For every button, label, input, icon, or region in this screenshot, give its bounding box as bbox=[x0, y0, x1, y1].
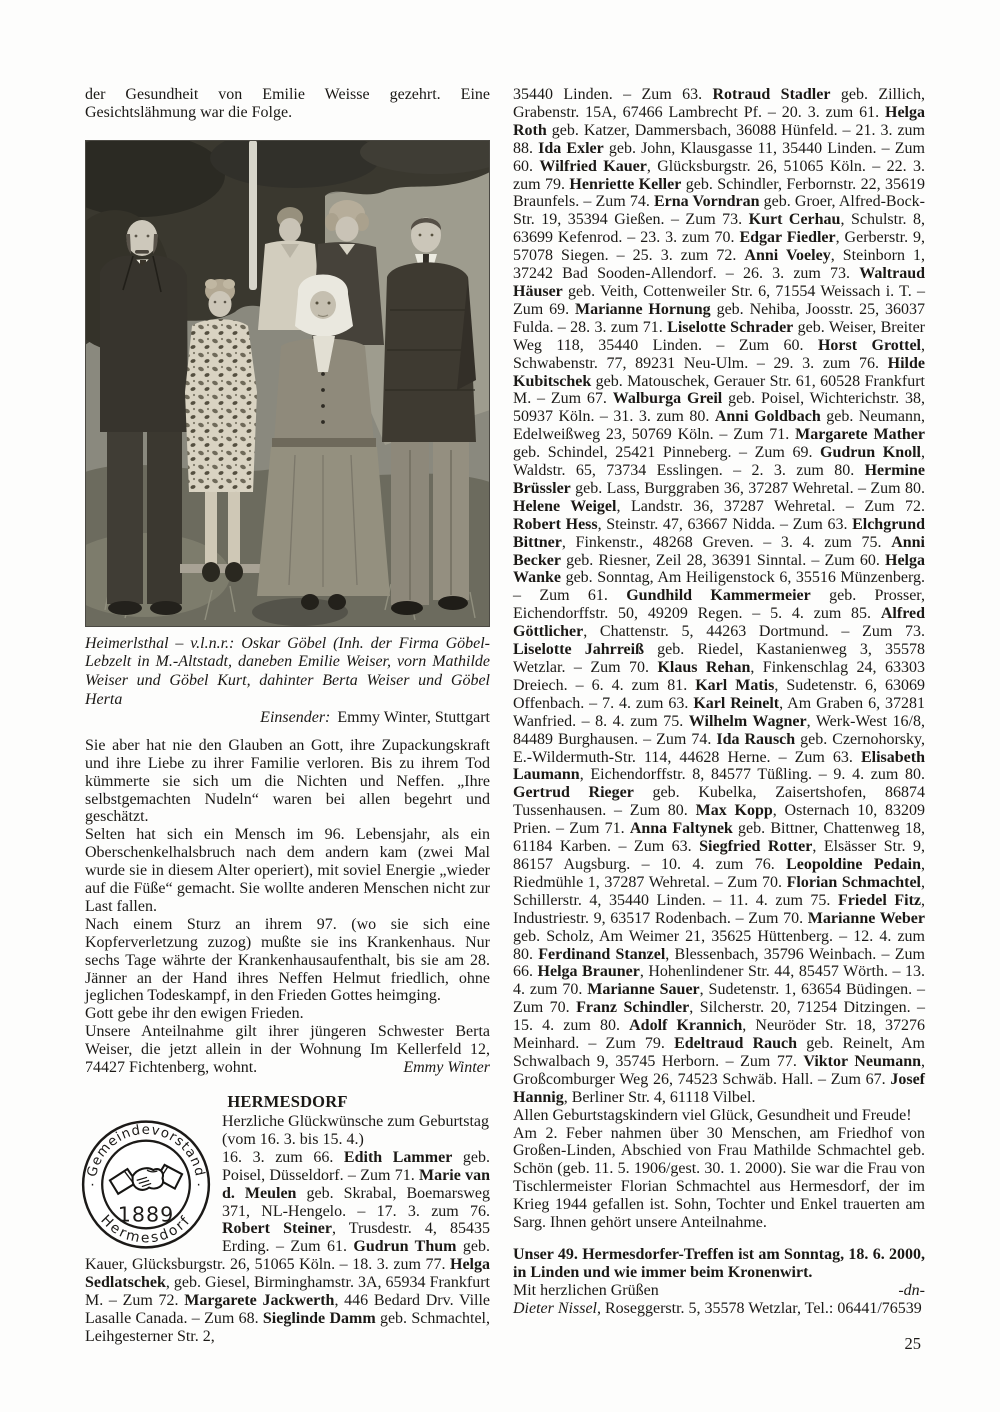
photo-credit-name: Emmy Winter, Stuttgart bbox=[337, 709, 490, 727]
obituary-text-block bbox=[85, 737, 490, 1077]
meeting-announcement: Unser 49. Hermesdorfer-Treffen ist am Sonntag, 18. 6. 2000, in Linden und wie immer beim Kronenwirt. bbox=[513, 1246, 925, 1281]
intro-paragraph: der Gesundheit von Emilie Weisse gezehrt. Eine Gesichtslähmung war die Folge. bbox=[85, 86, 490, 121]
photo-credit-label: Einsender: bbox=[260, 709, 331, 727]
photo-block bbox=[85, 140, 490, 627]
seal-bottom-text: Hermesdorf bbox=[97, 1212, 195, 1247]
photo-credit bbox=[85, 709, 490, 728]
hermesdorf-seal bbox=[79, 1116, 213, 1253]
page-number: 25 bbox=[904, 1334, 921, 1353]
hermesdorf-section bbox=[85, 1092, 490, 1346]
obituary-paragraph: Sie aber hat nie den Glauben an Gott, ihre Zupackungskraft und ihre Liebe zu ihrer Familie verloren. Bis zu ihrem Tod kümmerte sie sich um die Nichten und Neffen. „Ihre selbstgemachten Nudeln“ waren bei allen begehrt und geschätzt. bbox=[85, 736, 490, 826]
left-column bbox=[85, 86, 490, 1346]
two-column-layout bbox=[85, 86, 925, 1346]
seal-left-dot: · bbox=[90, 1178, 95, 1194]
contact-line: Dieter Nissel, Roseggerstr. 5, 35578 Wetzlar, Tel.: 06441/76539 bbox=[513, 1299, 922, 1317]
closing-greeting: Mit herzlichen Grüßen bbox=[513, 1281, 659, 1299]
birthday-list-left: 16. 3. zum 66. Edith Lammer geb. Poisel, Düsseldorf. – Zum 71. Marie van d. Meulen geb. Skrabal, Boemarsweg 371, NL-Hengelo. – 17. 3. zum 76. Robert Steiner, Trusdestr. 4, 85435 Erding. – Zum 61. Gudrun Thum geb. Kauer, Glücksburgstr. 26, 51065 Köln. – 18. 3. zum 77. Helga Sedlatschek, geb. Giesel, Birminghamstr. 3A, 65934 Frankfurt M. – Zum 72. Margarete Jackwerth, 446 Bedard Drv. Ville Lasalle Canada. – Zum 68. Sieglinde Damm geb. Schmachtel, Leihgesterner Str. 2, bbox=[85, 1148, 491, 1345]
signature: Emmy Winter bbox=[403, 1059, 490, 1077]
greeting-dates: (vom 16. 3. bis 15. 4.) bbox=[222, 1130, 364, 1148]
obituary-paragraph: Selten hat sich ein Mensch im 96. Lebensjahr, als ein Oberschenkelhalsbruch nach dem andern kam (zwei Mal wurde sie in diesem Alter operiert), mit soviel Energie „wieder auf die Füße“ gemacht. Sie wollte anderen Menschen nicht zur Last fallen. bbox=[85, 826, 490, 915]
right-column bbox=[513, 86, 925, 1346]
obituary-paragraph: Unsere Anteilnahme gilt ihrer jüngeren Schwester Berta Weiser, die jetzt allein in der Wohnung Im Kellerfeld 12, 74427 Fichtenberg, wohnt. bbox=[85, 1023, 490, 1077]
seal-top-text: Gemeindevorstand bbox=[84, 1122, 207, 1179]
birthday-wishes: Allen Geburtstagskindern viel Glück, Gesundheit und Freude! bbox=[513, 1106, 912, 1124]
obituary-paragraph: Nach einem Sturz an ihrem 97. (wo sie sich eine Kopferverletzung zuzog) mußte sie ins Krankenhaus. Nur sechs Tage währte der Krankenhausaufenthalt, bis sie am 28. Jänner an der Hand ihres Neffen Helmut friedlich, ohne jeglichen Todeskampf, in den Frieden Gottes heimging. bbox=[85, 915, 490, 1005]
birthday-list-continued: 35440 Linden. – Zum 63. Rotraud Stadler geb. Zillich, Grabenstr. 15A, 67466 Lambrecht Pf. – 20. 3. zum 61. Helga Roth geb. Katzer, Dammersbach, 36088 Hünfeld. – 21. 3. zum 88. Ida Exler geb. John, Klausgasse 11, 35440 Linden. – Zum 60. Wilfried Kauer, Glücksburgstr. 26, 51065 Köln. – 22. 3. zum 79. Henriette Keller geb. Schindler, Ferbornstr. 22, 35619 Braunfels. – Zum 74. Erna Vorndran geb. Groer, Alfred-Bock-Str. 19, 35394 Gießen. – Zum 73. Kurt Cerhau, Schulstr. 8, 63699 Kefenrod. – 23. 3. zum 70. Edgar Fiedler, Gerberstr. 9, 57078 Siegen. – 25. 3. zum 72. Anni Voeley, Steinborn 1, 37242 Bad Sooden-Allendorf. – 26. 3. zum 73. Waltraud Häuser geb. Veith, Cottenweiler Str. 6, 71554 Weissach i. T. – Zum 69. Marianne Hornung geb. Nehiba, Joosstr. 25, 36037 Fulda. – 28. 3. zum 71. Liselotte Schrader geb. Weiser, Breiter Weg 118, 35440 Linden. – Zum 60. Horst Grottel, Schwabenstr. 77, 89231 Neu-Ulm. – 29. 3. zum 76. Hilde Kubitschek geb. Matouschek, Gerauer Str. 61, 60528 Frankfurt M. – Zum 67. Walburga Greil geb. Poisel, Wichterichstr. 38, 50937 Köln. – 31. 3. zum 80. Anni Goldbach geb. Neumann, Edelweißweg 23, 50769 Köln. – Zum 71. Margarete Mather geb. Schindel, 25421 Pinneberg. – Zum 69. Gudrun Knoll, Waldstr. 65, 73734 Esslingen. – 2. 3. zum 80. Hermine Brüssler geb. Lass, Burggraben 36, 37287 Wehretal. – Zum 80. Helene Weigel, Landstr. 36, 37287 Wehretal. – Zum 72. Robert Hess, Steinstr. 47, 63667 Nidda. – Zum 63. Elchgrund Bittner, Finkenstr., 48268 Greven. – 3. 4. zum 75. Anni Becker geb. Riesner, Zeil 28, 36391 Sinntal. – Zum 60. Helga Wanke geb. Sonntag, Am Heiligenstock 6, 35516 Münzenberg. – Zum 61. Gundhild Kammermeier geb. Prosser, Eichendorffstr. 50, 49209 Regen. – 5. 4. zum 85. Alfred Göttlicher, Chattenstr. 5, 44263 Dortmund. – Zum 73. Liselotte Jahrreiß geb. Riedel, Kastanienweg 3, 35578 Wetzlar. – Zum 70. Klaus Rehan, Finkenschlag 24, 63303 Dreiech. – 6. 4. zum 81. Karl Matis, Sudetenstr. 6, 63069 Offenbach. – 7. 4. zum 63. Karl Reinelt, Am Graben 6, 37281 Wanfried. – 8. 4. zum 75. Wilhelm Wagner, Werk-West 16/8, 84489 Burghausen. – Zum 74. Ida Rausch geb. Czernohorsky, E.-Wildermuth-Str. 114, 44628 Herne. – Zum 63. Elisabeth Laumann, Eichendorffstr. 8, 84577 Tüßling. – 9. 4. zum 80. Gertrud Rieger geb. Kubelka, Zaisertshofen, 86874 Tussenhausen. – Zum 80. Max Kopp, Osternach 10, 83209 Prien. – Zum 71. Anna Faltynek geb. Bittner, Chattenweg 18, 61184 Karben. – Zum 63. Siegfried Rotter, Elsässer Str. 9, 86157 Augsburg. – 10. 4. zum 76. Leopoldine Pedain, Riedmühle 1, 37287 Wehretal. – Zum 70. Florian Schmachtel, Schillerstr. 4, 35440 Linden. – 11. 4. zum 75. Friedel Fitz, Industriestr. 9, 63517 Rodenbach. – Zum 70. Marianne Weber geb. Scholz, Am Weimer 21, 35625 Hüttenberg. – 12. 4. zum 80. Ferdinand Stanzel, Blessenbach, 35796 Weinbach. – Zum 66. Helga Brauner, Hohenlindener Str. 44, 85457 Wörth. – 13. 4. zum 70. Marianne Sauer, Sudetenstr. 1, 63654 Büdingen. – Zum 70. Franz Schindler, Silcherstr. 20, 71254 Ditzingen. – 15. 4. zum 80. Adolf Krannich, Neuröder Str. 18, 37276 Meinhard. – Zum 79. Edeltraud Rauch geb. Reinelt, Am Schwalbach 9, 35745 Herborn. – Zum 77. Viktor Neumann, Großcomburger Weg 26, 74523 Schwäb. Hall. – Zum 67. Josef Hannig, Berliner Str. 4, 61118 Vilbel. bbox=[513, 86, 926, 1106]
greeting-line: Herzliche Glückwünsche zum Geburtstag bbox=[222, 1113, 490, 1131]
closing-row bbox=[513, 1282, 925, 1300]
obituary-paragraph: Gott gebe ihr den ewigen Frieden. bbox=[85, 1005, 304, 1023]
group-photo-image bbox=[85, 140, 490, 627]
photo-caption: Heimerlsthal – v.l.n.r.: Oskar Göbel (Inh. der Firma Göbel-Lebzelt in M.-Altstadt, daneben Emilie Weiser, vorn Mathilde Weiser und Göbel Kurt, dahinter Berta Weiser und Göbel Herta bbox=[85, 634, 490, 708]
section-heading: HERMESDORF bbox=[227, 1092, 348, 1112]
funeral-notice: Am 2. Feber nahmen über 30 Menschen, am Friedhof von Großen-Linden, Abschied von Frau Mathilde Schmachtel geb. Schön (geb. 11. 5. 1906/gest. 30. 1. 2000). Sie war die Frau von Tischlermeister Florian Schmachtel aus Hermesdorf, der im Krieg 1944 gefallen ist. Sohn, Tochter und Enkel trauerten am Sarg. Ihnen gehört unsere Anteilnahme. bbox=[513, 1124, 925, 1232]
editor-initials: -dn- bbox=[898, 1281, 925, 1299]
photo-person-right-man bbox=[382, 217, 476, 615]
seal-right-dot: · bbox=[196, 1178, 201, 1194]
seal-year: 1889 bbox=[117, 1202, 175, 1227]
